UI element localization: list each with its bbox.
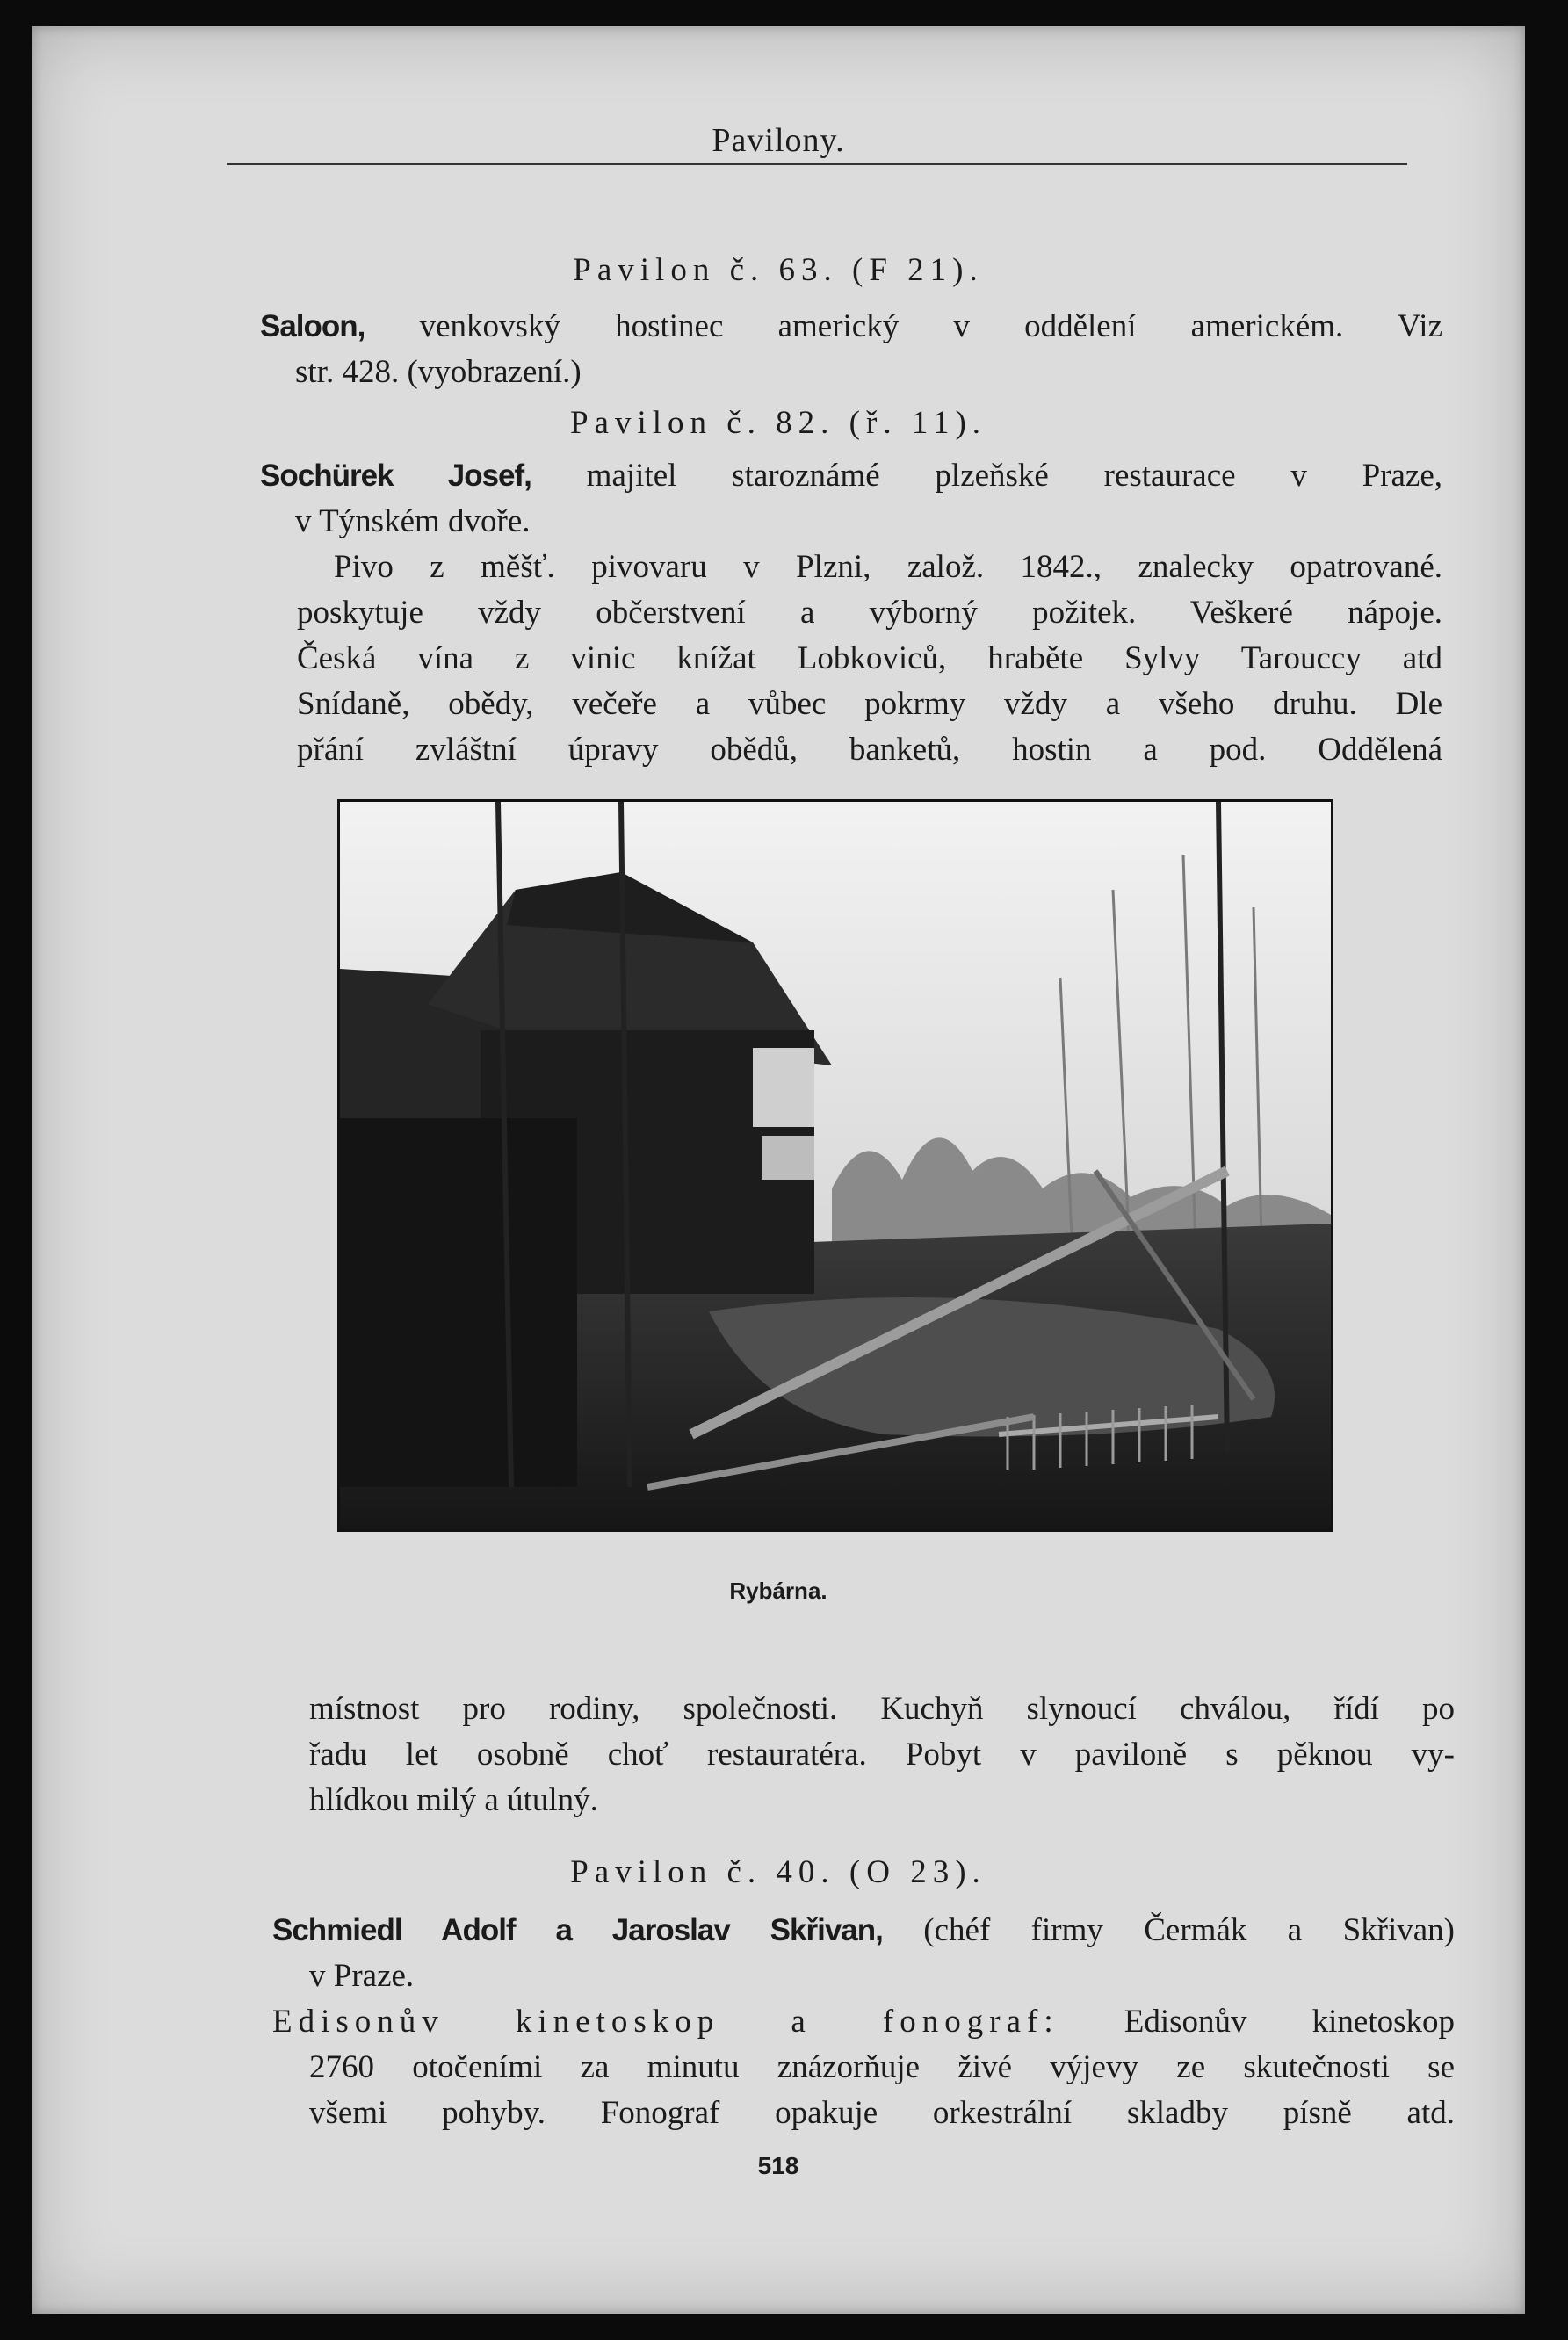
- entry-name: Schmiedl Adolf a Jaroslav Skřivan,: [272, 1913, 883, 1947]
- text-line: Česká vína z vinic knížat Lobkoviců, hraběte Sylvy Tarouccy atd: [297, 640, 1442, 676]
- text-line: přání zvláštní úpravy obědů, banketů, hostin a pod. Oddělená: [297, 732, 1442, 768]
- header-rule: [227, 163, 1407, 165]
- entry-text: (chéf firmy Čermák a Skřivan): [882, 1912, 1455, 1948]
- entry-saloon-line-2: str. 428. (vyobrazení.): [295, 354, 582, 390]
- book-page: [32, 26, 1525, 2314]
- entry-edison-line-1: [272, 2003, 1455, 2041]
- entry-text: venkovský hostinec americký v oddělení americkém. Viz: [365, 308, 1442, 344]
- text-line: 2760 otočeními za minutu znázorňuje živé výjevy ze skutečnosti se: [309, 2049, 1455, 2085]
- page-number: 518: [757, 2152, 799, 2179]
- running-header: Pavilony.: [712, 122, 845, 159]
- entry-text: majitel staroznámé plzeňské restaurace v Praze,: [531, 458, 1442, 494]
- text-line: Pivo z měšť. pivovaru v Plzni, založ. 1842., znalecky opatrované.: [334, 549, 1442, 585]
- entry-sochurek-line-1: [260, 457, 1442, 495]
- entry-text: Edisonův kinetoskop: [1059, 2004, 1456, 2040]
- text-line: v Praze.: [309, 1958, 415, 1994]
- pavilion-heading-63: Pavilon č. 63. (F 21).: [573, 252, 984, 288]
- text-line: poskytuje vždy občerstvení a výborný požitek. Veškeré nápoje.: [297, 595, 1442, 631]
- figure-caption: Rybárna.: [729, 1578, 827, 1604]
- entry-spaced-title: Edisonův kinetoskop a fonograf:: [272, 2004, 1059, 2040]
- text-line: místnost pro rodiny, společnosti. Kuchyň slynoucí chválou, řídí po: [309, 1691, 1455, 1727]
- pavilion-heading-40: Pavilon č. 40. (O 23).: [570, 1854, 986, 1890]
- text-line: všemi pohyby. Fonograf opakuje orkestrální skladby písně atd.: [309, 2095, 1455, 2131]
- entry-name: Sochürek Josef,: [260, 459, 531, 493]
- entry-name: Saloon,: [260, 309, 365, 343]
- photo-image: [340, 802, 1331, 1529]
- entry-saloon-line-1: [260, 307, 1442, 346]
- pavilion-heading-82: Pavilon č. 82. (ř. 11).: [569, 405, 987, 441]
- text-line: v Týnském dvoře.: [295, 503, 531, 539]
- text-line: řadu let osobně choť restauratéra. Pobyt v paviloně s pěknou vy-: [309, 1737, 1455, 1773]
- entry-schmiedl-line-1: [272, 1911, 1455, 1950]
- photo-rybarna: [337, 799, 1333, 1532]
- text-line: hlídkou milý a útulný.: [309, 1782, 598, 1818]
- text-line: Snídaně, obědy, večeře a vůbec pokrmy vždy a všeho druhu. Dle: [297, 686, 1442, 722]
